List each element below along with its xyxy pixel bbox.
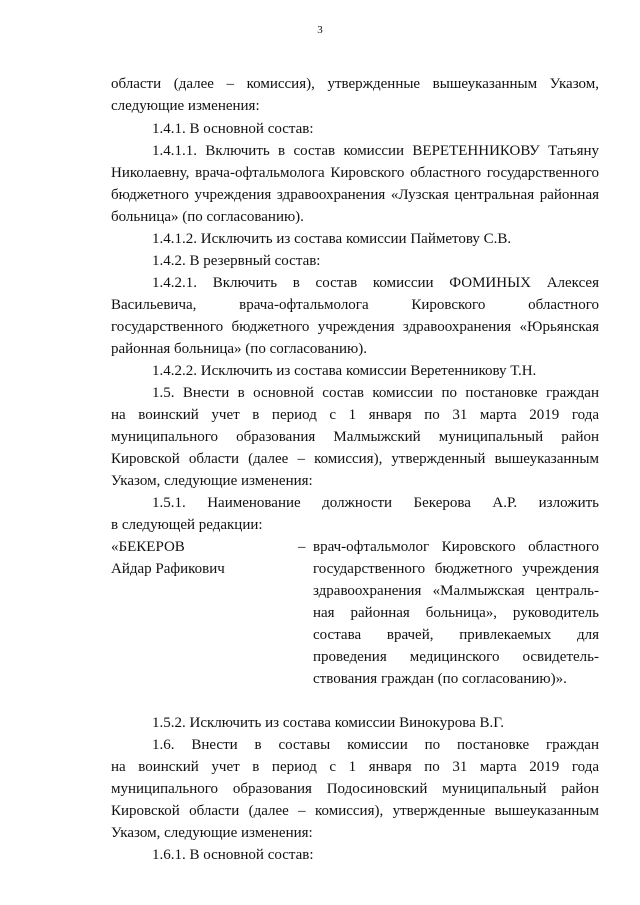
text-line: 1.4.2.2. Исключить из состава комиссии Веретенникову Т.Н. bbox=[152, 363, 537, 379]
text-line: 1.5.1. Наименование должности Бекерова А.Р. изложить bbox=[152, 495, 599, 511]
text-line: 1.4.2. В резервный состав: bbox=[152, 253, 321, 269]
page-number: 3 bbox=[317, 24, 323, 36]
member-description-line: ная районная больница», руководитель bbox=[313, 605, 599, 621]
member-description-line: проведения медицинского освидетель- bbox=[313, 649, 599, 665]
member-given-name: Айдар Рафикович bbox=[111, 561, 225, 577]
text-line: 1.5. Внести в основной состав комиссии по постановке граждан bbox=[152, 385, 599, 401]
text-line: Указом, следующие изменения: bbox=[111, 473, 313, 489]
text-line: области (далее – комиссия), утвержденные вышеуказанным Указом, bbox=[111, 76, 599, 92]
text-line: на воинский учет в период с 1 января по 31 марта 2019 года bbox=[111, 759, 599, 775]
text-line: на воинский учет в период с 1 января по 31 марта 2019 года bbox=[111, 407, 599, 423]
member-description-line: врач-офтальмолог Кировского областного bbox=[313, 539, 599, 555]
member-surname: «БЕКЕРОВ bbox=[111, 539, 185, 555]
text-line: Кировской области (далее – комиссия), утвержденные вышеуказанным bbox=[111, 803, 599, 819]
text-line: 1.6. Внести в составы комиссии по постановке граждан bbox=[152, 737, 599, 753]
member-description-line: ствования граждан (по согласованию)». bbox=[313, 671, 567, 687]
text-line: 1.5.2. Исключить из состава комиссии Винокурова В.Г. bbox=[152, 715, 504, 731]
text-line: Николаевну, врача-офтальмолога Кировского областного государственного bbox=[111, 165, 599, 181]
text-line: в следующей редакции: bbox=[111, 517, 263, 533]
member-description-line: здравоохранения «Малмыжская централь- bbox=[313, 583, 599, 599]
text-line: районная больница» (по согласованию). bbox=[111, 341, 367, 357]
text-line: 1.4.1.1. Включить в состав комиссии ВЕРЕТЕННИКОВУ Татьяну bbox=[152, 143, 599, 159]
text-line: муниципального образования Малмыжский муниципальный район bbox=[111, 429, 599, 445]
text-line: 1.4.1. В основной состав: bbox=[152, 121, 314, 137]
text-line: 1.6.1. В основной состав: bbox=[152, 847, 314, 863]
text-line: больница» (по согласованию). bbox=[111, 209, 304, 225]
member-dash: – bbox=[298, 539, 306, 555]
text-line: 1.4.1.2. Исключить из состава комиссии Пайметову С.В. bbox=[152, 231, 512, 247]
text-line: 1.4.2.1. Включить в состав комиссии ФОМИНЫХ Алексея bbox=[152, 275, 599, 291]
text-line: муниципального образования Подосиновский муниципальный район bbox=[111, 781, 599, 797]
member-description-line: состава врачей, привлекаемых для bbox=[313, 627, 599, 643]
text-line: следующие изменения: bbox=[111, 98, 260, 114]
member-description-line: государственного бюджетного учреждения bbox=[313, 561, 599, 577]
text-line: Указом, следующие изменения: bbox=[111, 825, 313, 841]
text-line: Кировской области (далее – комиссия), утвержденный вышеуказанным bbox=[111, 451, 599, 467]
text-line: государственного бюджетного учреждения здравоохранения «Юрьянская bbox=[111, 319, 599, 335]
text-line: Васильевича, врача-офтальмолога Кировского областного bbox=[111, 297, 599, 313]
text-line: бюджетного учреждения здравоохранения «Лузская центральная районная bbox=[111, 187, 599, 203]
